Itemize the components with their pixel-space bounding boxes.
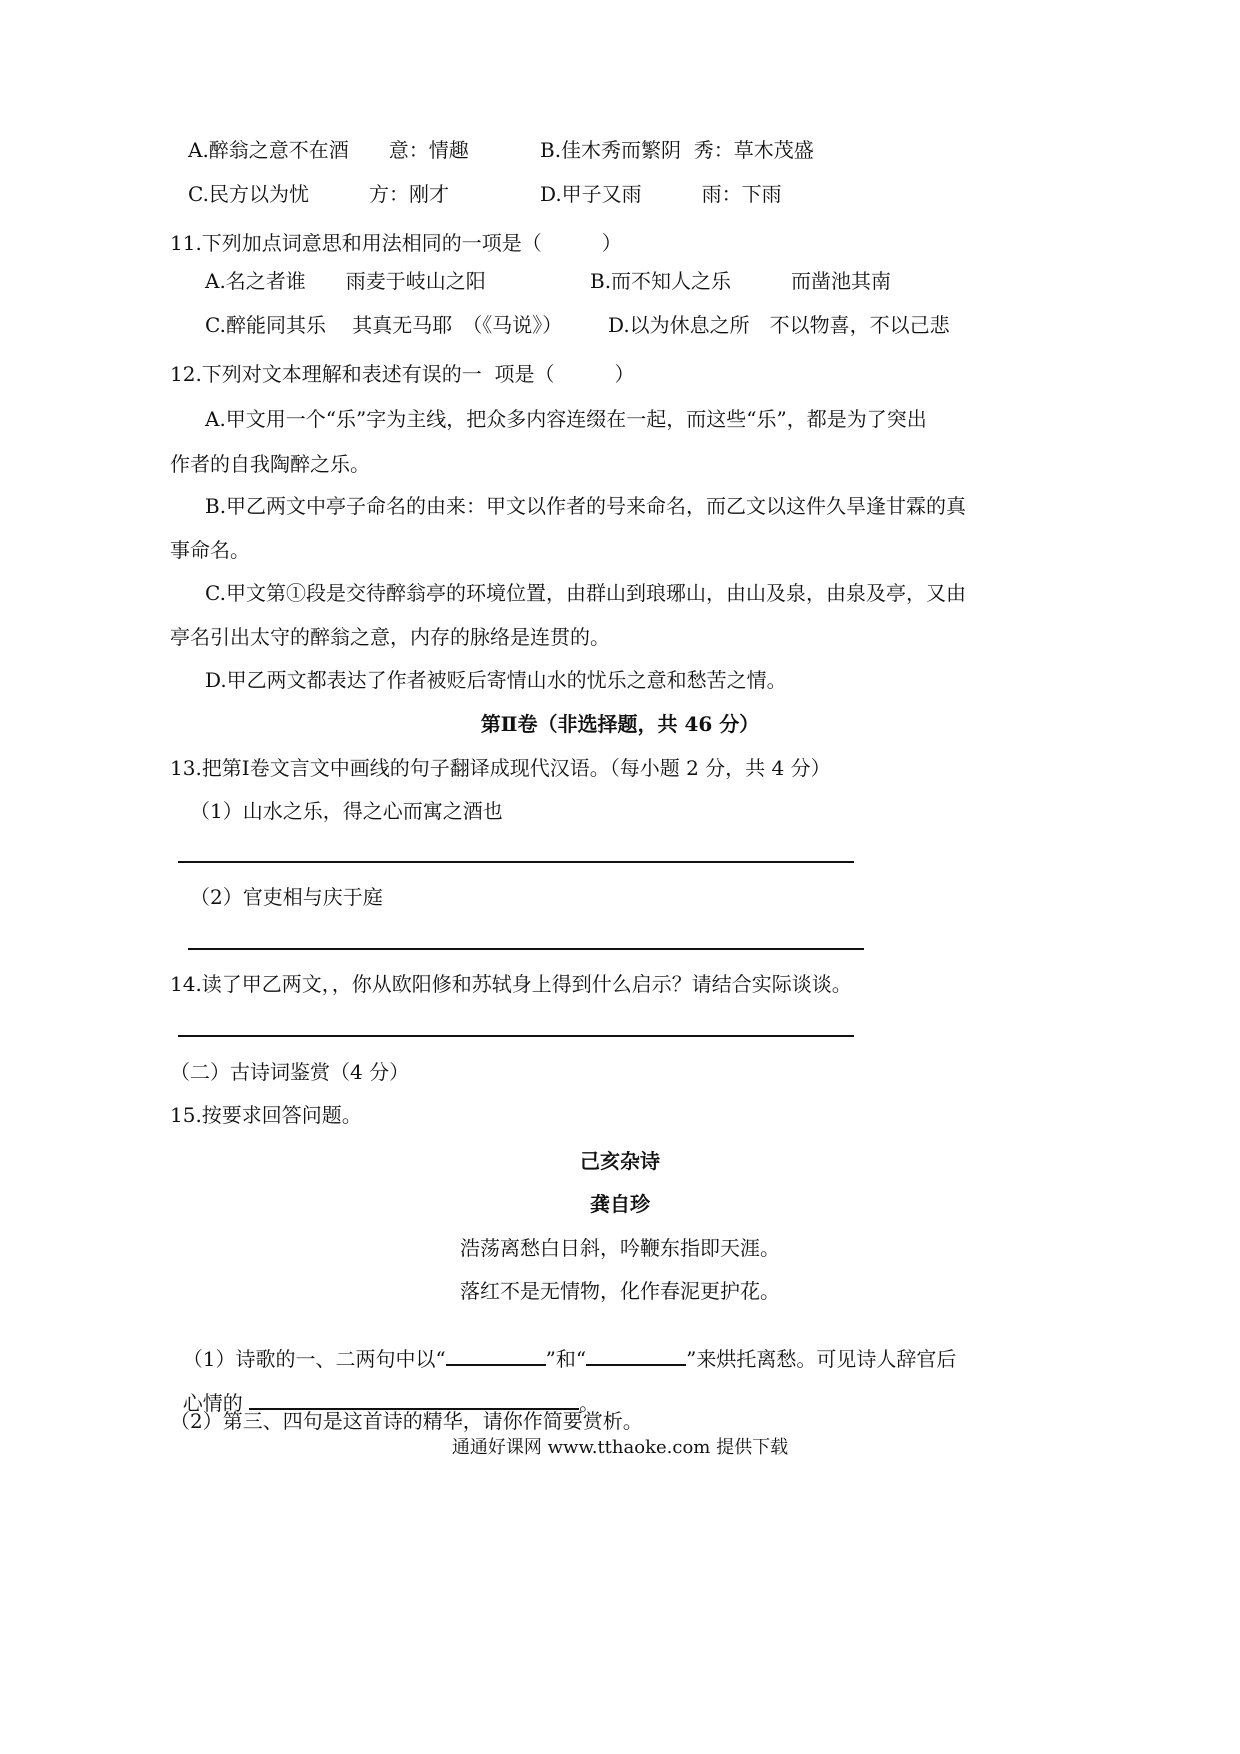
q15-sub-1-continued [170, 1366, 599, 1415]
q12-option-d: D.甲乙两文都表达了作者被贬后寄情山水的忧乐之意和愁苦之情。 [205, 668, 787, 692]
q15-sub-1-blank-2[interactable] [586, 1346, 686, 1366]
part-2-heading: （二）古诗词鉴赏（4 分） [170, 1060, 410, 1084]
q11-option-a: A.名之者谁 雨麦于岐山之阳 [205, 269, 486, 293]
q12-stem: 12.下列对文本理解和表述有误的一 项是（ ） [170, 362, 635, 386]
q15-sub-1-blank-3[interactable] [249, 1390, 579, 1410]
q11-option-b: B.而不知人之乐 而凿池其南 [590, 269, 892, 293]
q15-sub-1-text-b: ”和“ [545, 1347, 587, 1371]
q13-stem: 13.把第Ⅰ卷文言文中画线的句子翻译成现代汉语。（每小题 2 分，共 4 分） [170, 756, 831, 780]
q14-answer-line[interactable] [178, 1035, 854, 1037]
q12-option-b-line1: B.甲乙两文中亭子命名的由来：甲文以作者的号来命名，而乙文以这件久旱逢甘霖的真 [205, 494, 967, 518]
q13-sentence-1: （1）山水之乐，得之心而寓之酒也 [190, 799, 503, 823]
poem-title: 己亥杂诗 [580, 1149, 660, 1173]
poem-line-2: 落红不是无情物，化作春泥更护花。 [460, 1279, 780, 1303]
q15-sub-1-text-d: 心情的 [182, 1391, 250, 1415]
q15-stem: 15.按要求回答问题。 [170, 1103, 362, 1127]
q10-option-a: A.醉翁之意不在酒 意：情趣 [188, 138, 469, 162]
footer-watermark: 通通好课网 www.tthaoke.com 提供下载 [451, 1437, 789, 1458]
q13-sentence-2: （2）官吏相与庆于庭 [190, 885, 383, 909]
q11-option-d: D.以为休息之所 不以物喜，不以己悲 [608, 313, 950, 337]
q13-answer-line-2[interactable] [188, 948, 864, 950]
q14-stem: 14.读了甲乙两文，，你从欧阳修和苏轼身上得到什么启示？请结合实际谈谈。 [170, 972, 852, 996]
q11-stem: 11.下列加点词意思和用法相同的一项是（ ） [170, 231, 622, 255]
q13-answer-line-1[interactable] [178, 861, 854, 863]
q15-sub-1-text-c: ”来烘托离愁。可见诗人辞官后 [686, 1347, 957, 1371]
q10-option-b: B.佳木秀而繁阴 秀：草木茂盛 [540, 138, 814, 162]
q12-option-b-line2: 事命名。 [170, 538, 250, 562]
q15-sub-1-text-e: 。 [579, 1391, 600, 1415]
q15-sub-1 [170, 1322, 956, 1371]
q12-option-a-line1: A.甲文用一个“乐”字为主线，把众多内容连缀在一起，而这些“乐”，都是为了突出 [205, 407, 927, 431]
q10-option-c: C.民方以为忧 方：刚才 [188, 182, 449, 206]
q12-option-c-line1: C.甲文第①段是交待醉翁亭的环境位置，由群山到琅琊山，由山及泉，由泉及亭，又由 [205, 581, 966, 605]
section-2-title: 第Ⅱ卷（非选择题，共 46 分） [480, 712, 760, 736]
q15-sub-1-blank-1[interactable] [446, 1346, 546, 1366]
q15-sub-2: （2）第三、四句是这首诗的精华，请你作简要赏析。 [170, 1409, 643, 1433]
poem-author: 龚自珍 [590, 1192, 650, 1216]
q12-option-c-line2: 亭名引出太守的醉翁之意，内存的脉络是连贯的。 [170, 625, 610, 649]
poem-line-1: 浩荡离愁白日斜，吟鞭东指即天涯。 [460, 1236, 780, 1260]
q11-option-c: C.醉能同其乐 其真无马耶 （《马说》） [205, 313, 563, 337]
q12-option-a-line2: 作者的自我陶醉之乐。 [170, 452, 370, 476]
q10-option-d: D.甲子又雨 雨：下雨 [540, 182, 782, 206]
q15-sub-1-text-a: （1）诗歌的一、二两句中以“ [182, 1347, 446, 1371]
